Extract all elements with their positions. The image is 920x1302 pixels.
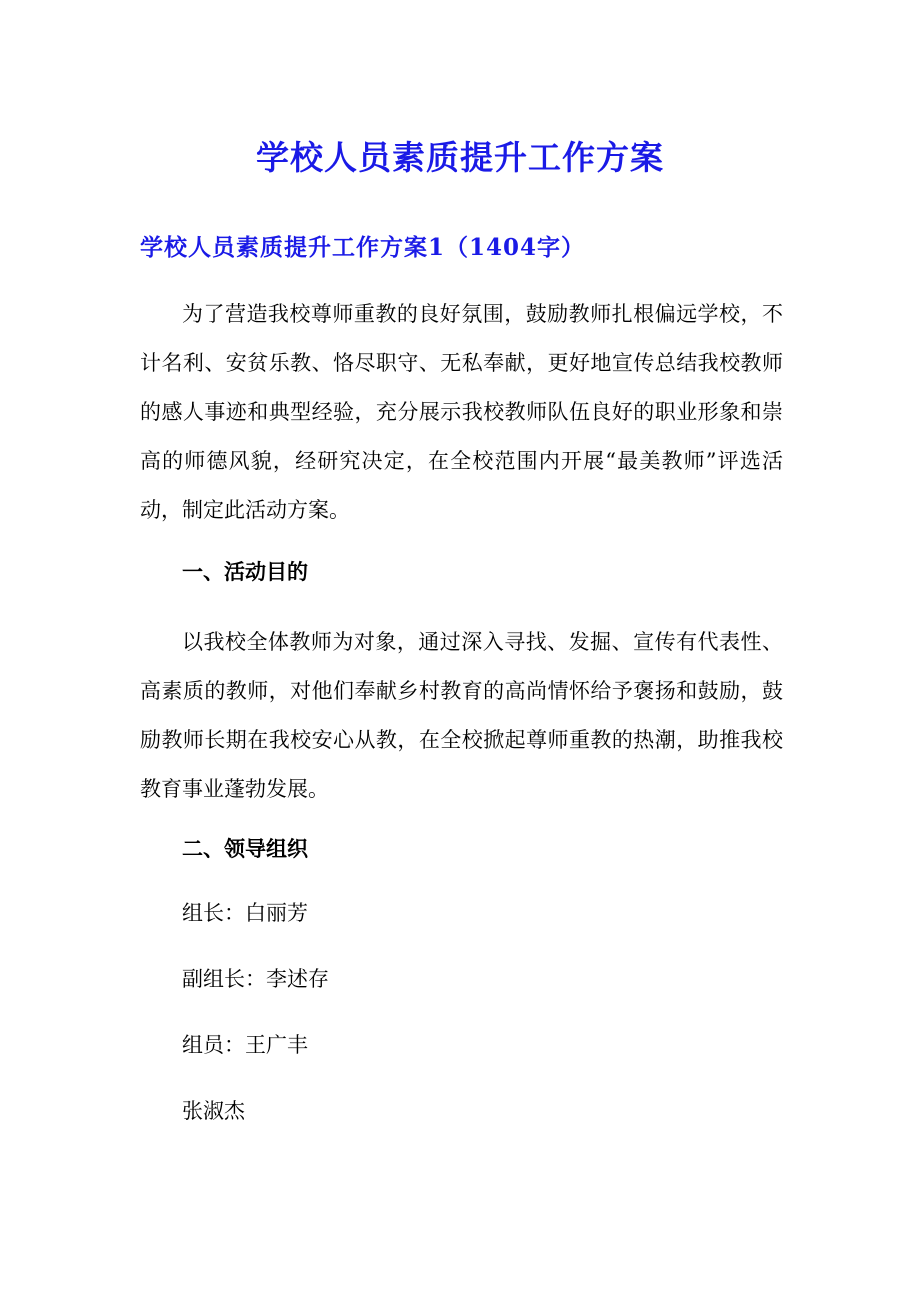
- section-title: 学校人员素质提升工作方案1（1404字）: [140, 234, 586, 261]
- members-line: 组员：王广丰: [182, 1033, 308, 1057]
- document-title: 学校人员素质提升工作方案: [256, 138, 664, 177]
- intro-paragraph: 为了营造我校尊师重教的良好氛围，鼓励教师扎根偏远学校，不计名利、安贫乐教、恪尽职守、无私奉献，更好地宣传总结我校教师的感人事迹和典型经验，充分展示我校教师队伍良好的职业形象和崇高的师德风貌，经研究决定，在全校范围内开展“最美教师”评选活动，制定此活动方案。: [140, 302, 783, 522]
- purpose-paragraph: 以我校全体教师为对象，通过深入寻找、发掘、宣传有代表性、高素质的教师，对他们奉献乡村教育的高尚情怀给予褒扬和鼓励，鼓励教师长期在我校安心从教，在全校掀起尊师重教的热潮，助推我校教育事业蓬勃发展。: [140, 630, 783, 801]
- deputy-leader-line: 副组长：李述存: [182, 967, 329, 991]
- heading-leadership: 二、领导组织: [182, 836, 308, 861]
- heading-activity-purpose: 一、活动目的: [182, 559, 308, 584]
- leader-line: 组长：白丽芳: [182, 901, 308, 925]
- member-extra-line: 张淑杰: [182, 1099, 245, 1123]
